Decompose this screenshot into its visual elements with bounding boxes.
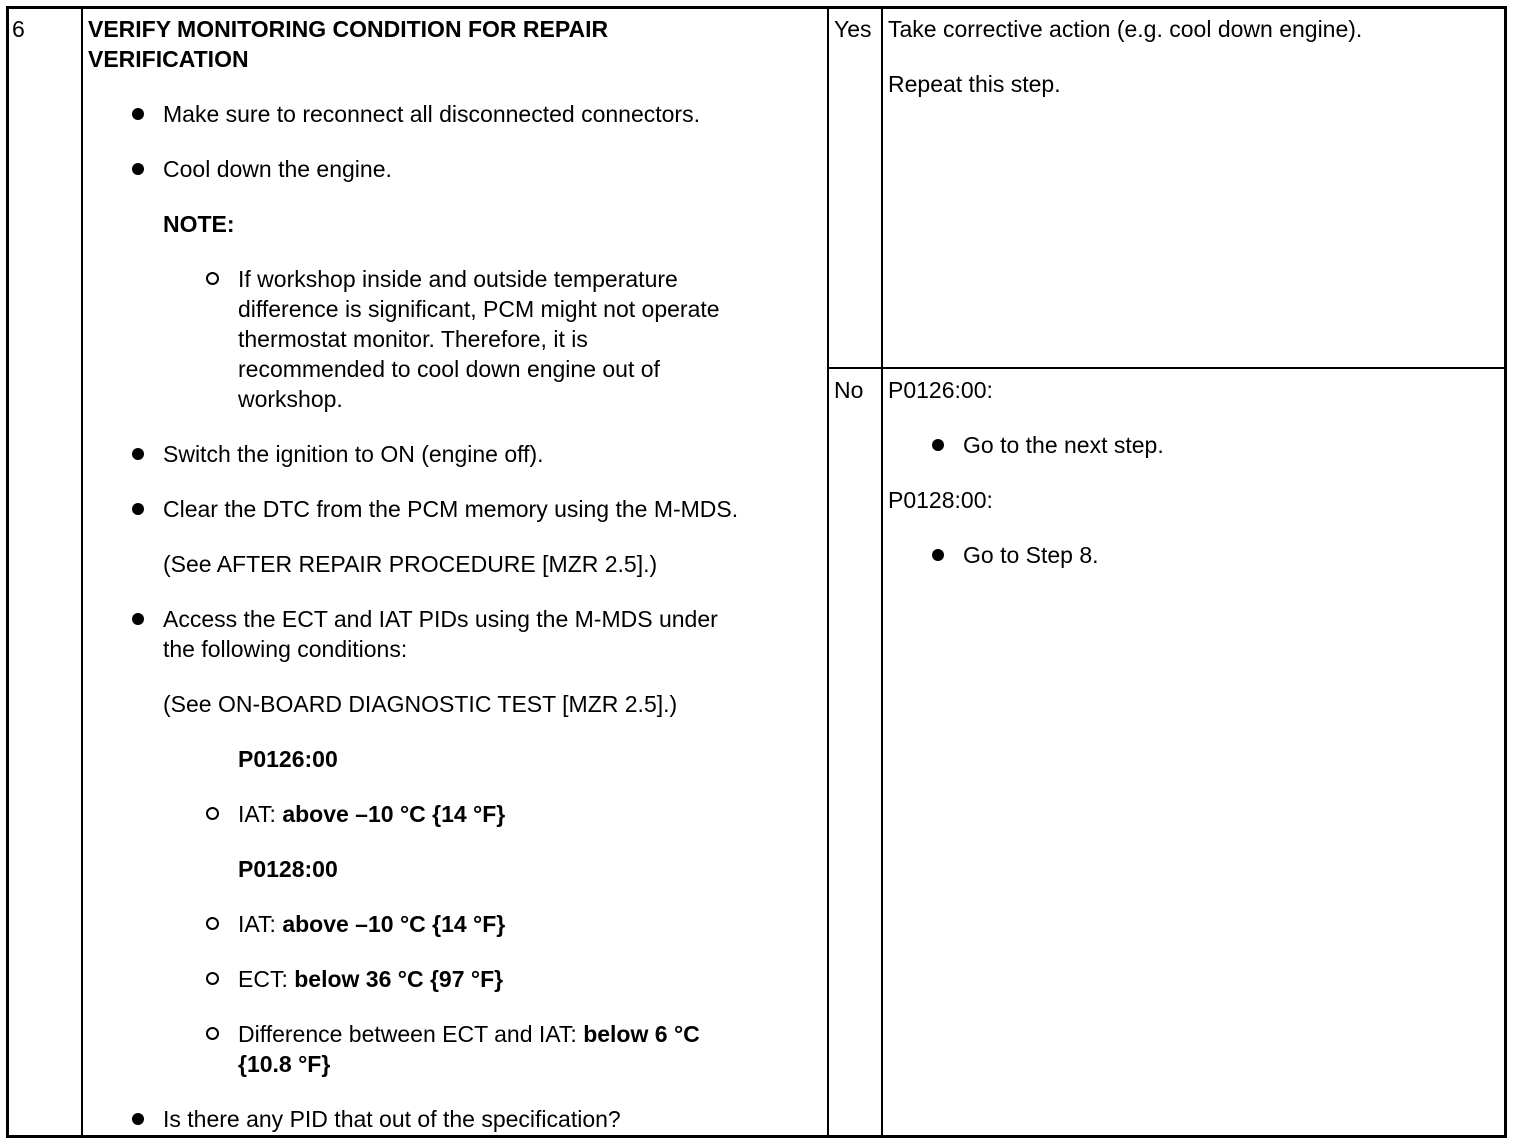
no-p0128-action: Go to Step 8.	[963, 542, 1099, 568]
sub-bullet-icon	[206, 272, 219, 285]
step-title-continued: VERIFICATION	[88, 46, 249, 72]
note-line: If workshop inside and outside temperature	[238, 266, 678, 292]
yes-action: Take corrective action (e.g. cool down engine).	[888, 16, 1363, 42]
bullet-icon	[132, 108, 144, 120]
sub-bullet-icon	[206, 807, 219, 820]
obd-test-reference: (See ON-BOARD DIAGNOSTIC TEST [MZR 2.5].)	[163, 691, 678, 717]
bullet-icon	[132, 613, 144, 625]
row-divider-yes-no	[827, 367, 1507, 369]
bullet-icon	[132, 503, 144, 515]
bullet-icon	[932, 439, 944, 451]
p0128-ect-condition: ECT: below 36 °C {97 °F}	[238, 966, 504, 992]
note-line: recommended to cool down engine out of	[238, 356, 660, 382]
p0128-iat-condition: IAT: above –10 °C {14 °F}	[238, 911, 506, 937]
sub-bullet-icon	[206, 1027, 219, 1040]
note-label: NOTE:	[163, 211, 235, 237]
bullet-icon	[132, 1113, 144, 1125]
bullet-ignition: Switch the ignition to ON (engine off).	[163, 441, 544, 467]
difference-condition-continued: {10.8 °F}	[238, 1051, 331, 1077]
note-line: workshop.	[238, 386, 343, 412]
no-p0126-label: P0126:00:	[888, 377, 993, 403]
column-divider-procedure	[827, 6, 829, 1138]
bullet-access-pids: Access the ECT and IAT PIDs using the M-MDS under	[163, 606, 718, 632]
p0126-label: P0126:00	[238, 746, 338, 772]
no-label: No	[834, 377, 864, 403]
sub-bullet-icon	[206, 917, 219, 930]
bullet-icon	[932, 549, 944, 561]
no-p0128-label: P0128:00:	[888, 487, 993, 513]
question: Is there any PID that out of the specification?	[163, 1106, 621, 1132]
note-line: difference is significant, PCM might not operate	[238, 296, 720, 322]
bullet-cool-down: Cool down the engine.	[163, 156, 392, 182]
note-line: thermostat monitor. Therefore, it is	[238, 326, 588, 352]
bullet-access-pids-continued: the following conditions:	[163, 636, 408, 662]
yes-label: Yes	[834, 16, 872, 42]
p0128-label: P0128:00	[238, 856, 338, 882]
no-p0126-action: Go to the next step.	[963, 432, 1164, 458]
step-title: VERIFY MONITORING CONDITION FOR REPAIR	[88, 16, 609, 42]
bullet-reconnect: Make sure to reconnect all disconnected connectors.	[163, 101, 700, 127]
bullet-icon	[132, 448, 144, 460]
p0126-iat-condition: IAT: above –10 °C {14 °F}	[238, 801, 506, 827]
column-divider-step	[81, 6, 83, 1138]
column-divider-result	[881, 6, 883, 1138]
bullet-icon	[132, 163, 144, 175]
yes-repeat: Repeat this step.	[888, 71, 1061, 97]
sub-bullet-icon	[206, 972, 219, 985]
after-repair-reference: (See AFTER REPAIR PROCEDURE [MZR 2.5].)	[163, 551, 658, 577]
difference-condition: Difference between ECT and IAT: below 6 °C	[238, 1021, 700, 1047]
bullet-clear-dtc: Clear the DTC from the PCM memory using the M-MDS.	[163, 496, 739, 522]
step-number: 6	[12, 16, 25, 42]
